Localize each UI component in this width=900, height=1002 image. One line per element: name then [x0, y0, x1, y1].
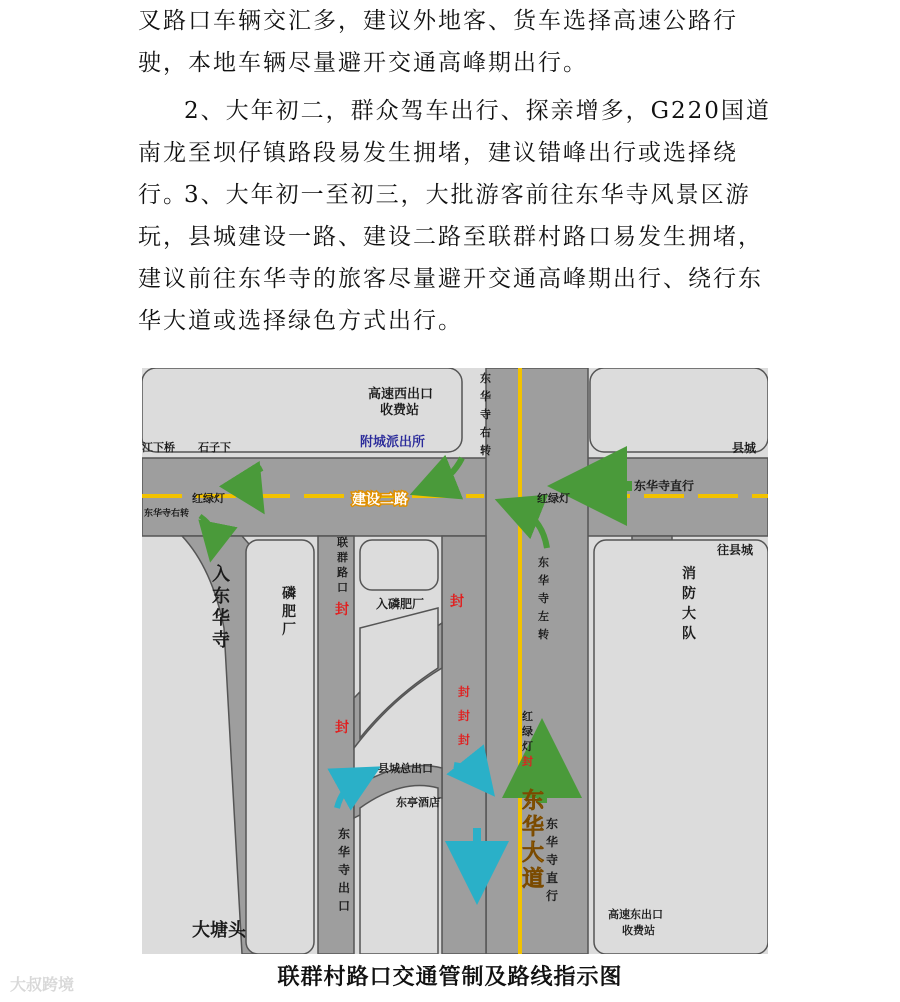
label-donghua-left-turn: 东华寺左转: [538, 556, 549, 641]
label-donghua-avenue: 东华大道: [522, 789, 545, 892]
paragraph-3: 3、大年初一至初三，大批游客前往东华寺风景区游玩，县城建设一路、建设二路至联群村路口易发生拥堵，建议前往东华寺的旅客尽量避开交通高峰期出行、绕行东华大道或选择绿色方式出行。: [138, 182, 763, 334]
label-expressway-east-1: 高速东出口: [608, 908, 663, 921]
label-traffic-light-vertical: 红绿灯: [522, 710, 533, 753]
paragraph-2: 2、大年初二，群众驾车出行、探亲增多，G220国道南龙至坝仔镇路段易发生拥堵，建议错峰出行或选择绕行。: [138, 98, 771, 208]
label-datangtou: 大塘头: [192, 920, 246, 941]
label-donghua-right-turn-small: 东华寺右转: [144, 509, 190, 519]
label-seal-1: 封: [335, 602, 349, 618]
label-seal-7: 封: [522, 755, 533, 768]
label-donghua-straight-east: 东华寺直行: [634, 479, 695, 493]
label-lianqun-junction: 联群路口: [337, 536, 348, 594]
label-donghua-straight-vertical: 东华寺直行: [546, 817, 559, 903]
label-seal-6: 封: [458, 733, 471, 747]
traffic-map-svg: [142, 368, 768, 954]
paragraph-1: 叉路口车辆交汇多，建议外地客、货车选择高速公路行驶，本地车辆尽量避开交通高峰期出行。: [138, 8, 738, 76]
label-seal-3: 封: [335, 720, 349, 736]
label-expressway-west-1: 高速西出口: [368, 387, 434, 402]
label-expressway-west-2: 收费站: [380, 403, 420, 418]
label-seal-5: 封: [458, 709, 471, 723]
figure-caption: 联群村路口交通管制及路线指示图: [277, 965, 623, 990]
label-expressway-east-2: 收费站: [622, 924, 655, 937]
label-fertilizer-plant: 磷肥厂: [282, 586, 296, 638]
label-dongting-hotel: 东亭酒店: [396, 796, 440, 809]
label-donghua-exit: 东华寺出口: [338, 827, 351, 913]
label-shizixia: 石子下: [198, 441, 231, 454]
label-fucheng-police: 附城派出所: [360, 435, 426, 450]
label-to-county: 往县城: [717, 543, 754, 557]
label-seal-2: 封: [450, 594, 464, 610]
label-fire-brigade: 消防大队: [682, 566, 696, 642]
label-donghua-right-turn-vertical: 东华寺右转: [480, 372, 491, 457]
label-county-top: 县城: [732, 441, 757, 455]
label-seal-4: 封: [458, 685, 471, 699]
label-jiangxiaqiao: 江下桥: [142, 441, 175, 454]
label-jianshe-road: 建设二路: [352, 492, 408, 508]
traffic-map: [142, 368, 768, 954]
label-traffic-light-center: 红绿灯: [537, 492, 570, 505]
watermark: 大叔跨境: [10, 975, 75, 994]
label-into-donghua-temple: 入东华寺: [212, 564, 230, 651]
label-county-main-exit: 县城总出口: [378, 762, 433, 775]
label-into-fertilizer-plant: 入磷肥厂: [376, 597, 425, 611]
label-traffic-light-left: 红绿灯: [192, 492, 225, 505]
